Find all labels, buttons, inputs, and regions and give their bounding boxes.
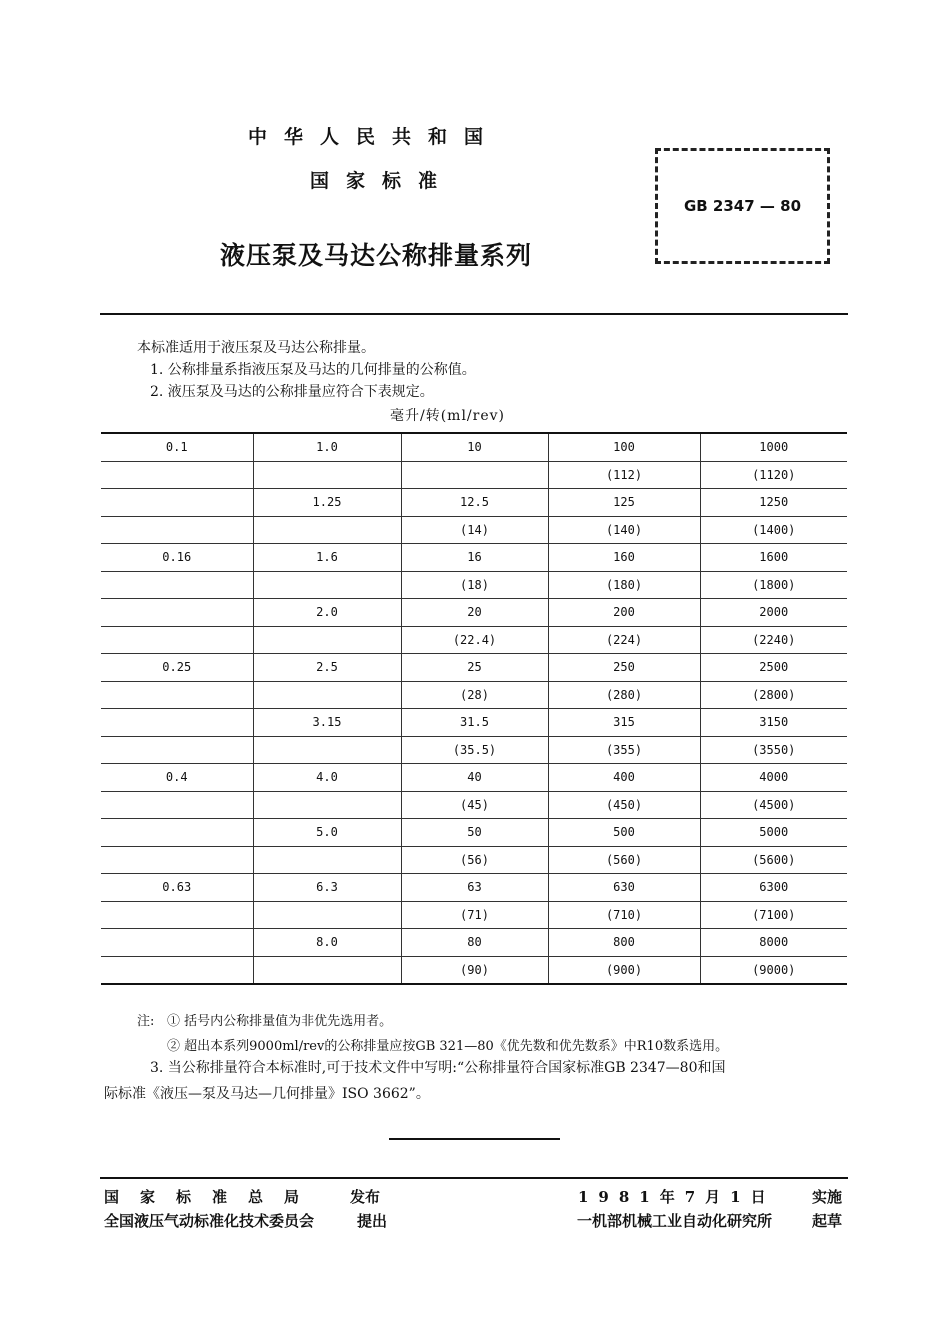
table-cell: 1000 (700, 433, 847, 461)
table-cell: (71) (401, 901, 548, 929)
table-cell: 1.6 (253, 544, 401, 572)
table-cell (101, 626, 253, 654)
table-cell (101, 681, 253, 709)
table-cell (101, 736, 253, 764)
table-cell: (45) (401, 791, 548, 819)
table-cell: 160 (548, 544, 700, 572)
table-cell (101, 599, 253, 627)
table-cell: (1800) (700, 571, 847, 599)
table-cell (101, 516, 253, 544)
table-cell: 3150 (700, 709, 847, 737)
table-row (101, 599, 847, 627)
table-cell: 31.5 (401, 709, 548, 737)
table-row (101, 626, 847, 654)
table-row (101, 654, 847, 682)
table-cell: 3.15 (253, 709, 401, 737)
table-cell (253, 846, 401, 874)
country-name: 中华人民共和国 (248, 126, 501, 148)
table-cell: (28) (401, 681, 548, 709)
table-cell: (710) (548, 901, 700, 929)
national-standard-label: 国家标准 (310, 170, 455, 192)
table-cell: (450) (548, 791, 700, 819)
table-row (101, 544, 847, 572)
table-cell: 4.0 (253, 764, 401, 792)
displacement-table (101, 432, 847, 985)
item-1: 1. 公称排量系指液压泵及马达的几何排量的公称值。 (150, 362, 476, 378)
table-cell (101, 929, 253, 957)
table-cell: (560) (548, 846, 700, 874)
table-cell: (1120) (700, 461, 847, 489)
table-cell: 1.0 (253, 433, 401, 461)
table-cell (101, 956, 253, 984)
table-cell: 5.0 (253, 819, 401, 847)
table-cell: 25 (401, 654, 548, 682)
table-cell (253, 516, 401, 544)
table-cell: (5600) (700, 846, 847, 874)
table-cell: (224) (548, 626, 700, 654)
note-label: 注: (137, 1014, 155, 1029)
table-row (101, 571, 847, 599)
table-cell: 10 (401, 433, 548, 461)
table-cell (401, 461, 548, 489)
table-cell (101, 819, 253, 847)
note-2: ② 超出本系列9000ml/rev的公称排量应按GB 321—80《优先数和优先数系》中R10数系选用。 (167, 1039, 729, 1054)
table-cell (101, 489, 253, 517)
table-cell: (3550) (700, 736, 847, 764)
table-cell: 4000 (700, 764, 847, 792)
document-title: 液压泵及马达公称排量系列 (220, 241, 533, 270)
table-cell: (18) (401, 571, 548, 599)
table-cell: 0.63 (101, 874, 253, 902)
table-cell (253, 626, 401, 654)
table-cell: 630 (548, 874, 700, 902)
table-row (101, 929, 847, 957)
table-cell: 125 (548, 489, 700, 517)
table-cell: (180) (548, 571, 700, 599)
table-cell: (22.4) (401, 626, 548, 654)
table-cell (253, 681, 401, 709)
table-cell: 50 (401, 819, 548, 847)
effective-date: 1981年7月1日 (578, 1188, 776, 1206)
table-row (101, 709, 847, 737)
table-cell: 16 (401, 544, 548, 572)
end-divider (389, 1138, 560, 1140)
table-cell: 100 (548, 433, 700, 461)
table-cell (101, 461, 253, 489)
table-cell: 63 (401, 874, 548, 902)
item-3-line-1: 3. 当公称排量符合本标准时,可于技术文件中写明:“公称排量符合国家标准GB 2347—80和国 (150, 1060, 726, 1076)
table-cell: 0.25 (101, 654, 253, 682)
table-cell (101, 571, 253, 599)
table-cell: 12.5 (401, 489, 548, 517)
table-cell: (900) (548, 956, 700, 984)
publish-action: 发布 (350, 1188, 381, 1206)
standard-code-box (655, 148, 830, 264)
footer-divider (100, 1177, 848, 1179)
table-cell (101, 901, 253, 929)
table-cell: (9000) (700, 956, 847, 984)
table-cell: 315 (548, 709, 700, 737)
proposer: 全国液压气动标准化技术委员会 (104, 1212, 315, 1230)
table-cell: 1600 (700, 544, 847, 572)
table-cell: 2500 (700, 654, 847, 682)
table-row (101, 764, 847, 792)
table-cell: 8.0 (253, 929, 401, 957)
propose-action: 提出 (357, 1212, 388, 1230)
table-row (101, 874, 847, 902)
draft-action: 起草 (812, 1212, 843, 1230)
table-row (101, 681, 847, 709)
table-cell: 0.16 (101, 544, 253, 572)
item-3-line-2: 际标准《液压—泵及马达—几何排量》ISO 3662”。 (104, 1086, 430, 1102)
table-cell (101, 846, 253, 874)
table-row (101, 956, 847, 984)
table-cell (253, 461, 401, 489)
table-cell: 5000 (700, 819, 847, 847)
table-cell: (355) (548, 736, 700, 764)
table-cell: 2.0 (253, 599, 401, 627)
table-row (101, 461, 847, 489)
table-cell: 6300 (700, 874, 847, 902)
table-cell: (140) (548, 516, 700, 544)
table-cell: 200 (548, 599, 700, 627)
table-row (101, 846, 847, 874)
table-cell (253, 956, 401, 984)
table-cell: (2800) (700, 681, 847, 709)
table-cell: (56) (401, 846, 548, 874)
table-cell (101, 709, 253, 737)
standard-code: GB 2347 — 80 (683, 197, 802, 215)
table-cell: 0.4 (101, 764, 253, 792)
table-cell: 8000 (700, 929, 847, 957)
table-row (101, 791, 847, 819)
table-row (101, 901, 847, 929)
table-cell: 40 (401, 764, 548, 792)
table-cell: (90) (401, 956, 548, 984)
effective-action: 实施 (812, 1188, 843, 1206)
publisher: 国家标准总局 (104, 1188, 321, 1206)
table-cell: 2.5 (253, 654, 401, 682)
table-cell (253, 901, 401, 929)
table-cell: 2000 (700, 599, 847, 627)
table-cell: (35.5) (401, 736, 548, 764)
table-cell: (280) (548, 681, 700, 709)
table-cell: (2240) (700, 626, 847, 654)
table-cell: 400 (548, 764, 700, 792)
table-row (101, 516, 847, 544)
table-cell (101, 791, 253, 819)
table-cell (253, 571, 401, 599)
table-cell (253, 736, 401, 764)
table-row (101, 736, 847, 764)
table-cell: 20 (401, 599, 548, 627)
item-2: 2. 液压泵及马达的公称排量应符合下表规定。 (150, 384, 434, 400)
intro-text: 本标准适用于液压泵及马达公称排量。 (137, 340, 375, 356)
table-cell: 250 (548, 654, 700, 682)
note-1: ① 括号内公称排量值为非优先选用者。 (167, 1014, 393, 1029)
top-divider (100, 313, 848, 315)
table-row (101, 819, 847, 847)
table-cell: (14) (401, 516, 548, 544)
table-cell: 1250 (700, 489, 847, 517)
table-cell: 1.25 (253, 489, 401, 517)
table-unit: 毫升/转(ml/rev) (390, 408, 505, 424)
table-cell (253, 791, 401, 819)
table-cell: (112) (548, 461, 700, 489)
table-cell: 80 (401, 929, 548, 957)
table-cell: (4500) (700, 791, 847, 819)
drafter: 一机部机械工业自动化研究所 (577, 1212, 773, 1230)
table-cell: 0.1 (101, 433, 253, 461)
table-cell: 500 (548, 819, 700, 847)
table-cell: 800 (548, 929, 700, 957)
table-cell: (1400) (700, 516, 847, 544)
table-cell: (7100) (700, 901, 847, 929)
table-row (101, 433, 847, 461)
table-cell: 6.3 (253, 874, 401, 902)
table-row (101, 489, 847, 517)
